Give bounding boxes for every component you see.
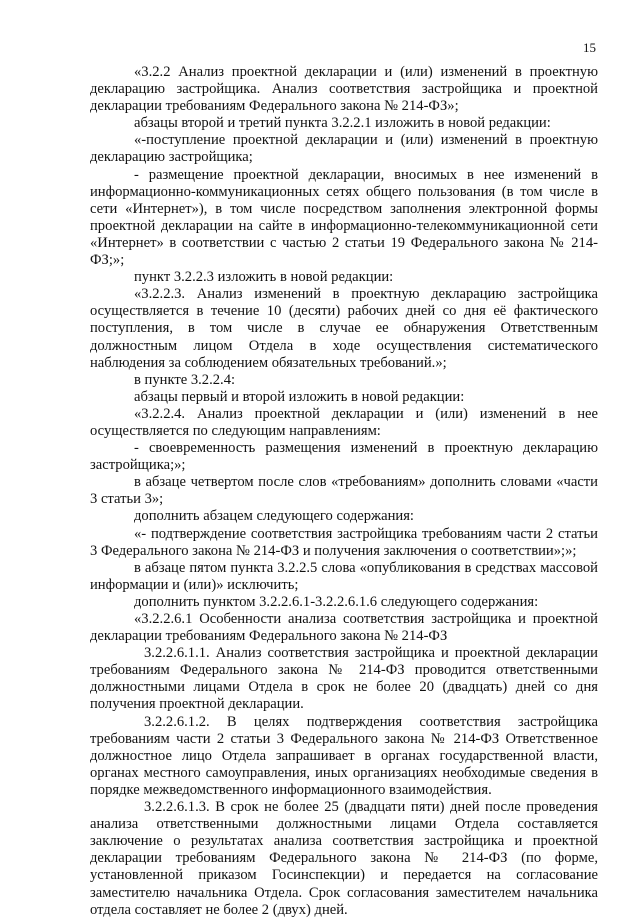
page-number: 15: [583, 40, 596, 55]
paragraph-11: в абзаце четвертом после слов «требованиям» дополнить словами «части 3 статьи 3»;: [90, 474, 598, 508]
paragraph-6: «3.2.2.3. Анализ изменений в проектную декларацию застройщика осуществляется в течение 10 (десяти) рабочих дней со дня её фактического поступления, в том числе в случае ее обнаружения Ответственным должностным лицом Отдела в ходе осуществления систематического наблюдения за соблюдением обязательных требований.»;: [90, 286, 598, 371]
paragraph-15: дополнить пунктом 3.2.2.6.1-3.2.2.6.1.6 следующего содержания:: [134, 593, 539, 610]
paragraph-5: пункт 3.2.2.3 изложить в новой редакции:: [134, 269, 394, 286]
paragraph-19: 3.2.2.6.1.3. В срок не более 25 (двадцати пяти) дней после проведения анализа ответственными должностными лицами Отдела составляется заключение о результатах анализа соответствия застройщика и проектной декларации требованиям Федерального закона № 214-ФЗ (по форме, установленной приказом Госинспекции) и передается на согласование заместителю начальника Отдела. Срок согласования заместителем начальника отдела составляет не более 2 (двух) дней.: [90, 799, 598, 918]
paragraph-3: «-поступление проектной декларации и (или) изменений в проектную декларацию застройщика;: [90, 132, 598, 166]
paragraph-18: 3.2.2.6.1.2. В целях подтверждения соответствия застройщика требованиям части 2 статьи 3 Федерального закона № 214-ФЗ Ответственное должностное лицо Отдела запрашивает в органах государственной власти, органах местного самоуправления, иных организациях необходимые сведения в порядке межведомственного информационного взаимодействия.: [90, 713, 598, 798]
paragraph-9: «3.2.2.4. Анализ проектной декларации и (или) изменений в нее осуществляется по следующим направлениям:: [90, 405, 598, 439]
document-body: [90, 64, 598, 919]
paragraph-17: 3.2.2.6.1.1. Анализ соответствия застройщика и проектной декларации требованиям Федерального закона № 214-ФЗ проводится ответственными должностными лицами Отдела в срок не более 20 (двадцать) дней со дня получения проектной декларации.: [90, 645, 598, 713]
paragraph-1: «3.2.2 Анализ проектной декларации и (или) изменений в проектную декларацию застройщика. Анализ соответствия застройщика и проектной декларации требованиям Федерального закона № 214-ФЗ»;: [90, 64, 598, 115]
paragraph-16: «3.2.2.6.1 Особенности анализа соответствия застройщика и проектной декларации требованиям Федерального закона № 214-ФЗ: [90, 611, 598, 645]
paragraph-2: абзацы второй и третий пункта 3.2.2.1 изложить в новой редакции:: [134, 115, 551, 132]
paragraph-12: дополнить абзацем следующего содержания:: [134, 508, 414, 525]
paragraph-7: в пункте 3.2.2.4:: [134, 371, 236, 388]
paragraph-8: абзацы первый и второй изложить в новой редакции:: [134, 388, 465, 405]
paragraph-4: - размещение проектной декларации, вносимых в нее изменений в информационно-коммуникационных сетях общего пользования (в том числе в сети «Интернет»), в том числе посредством заполнения электронной формы проектной декларации на сайте в информационно-телекоммуникационной сети «Интернет» в соответствии с частью 2 статьи 19 Федерального закона № 214-ФЗ;»;: [90, 166, 598, 269]
paragraph-14: в абзаце пятом пункта 3.2.2.5 слова «опубликования в средствах массовой информации и (или)» исключить;: [90, 559, 598, 593]
paragraph-10: - своевременность размещения изменений в проектную декларацию застройщика;»;: [90, 440, 598, 474]
paragraph-13: «- подтверждение соответствия застройщика требованиям части 2 статьи 3 Федерального закона № 214-ФЗ и получения заключения о соответствии»;»;: [90, 525, 598, 559]
